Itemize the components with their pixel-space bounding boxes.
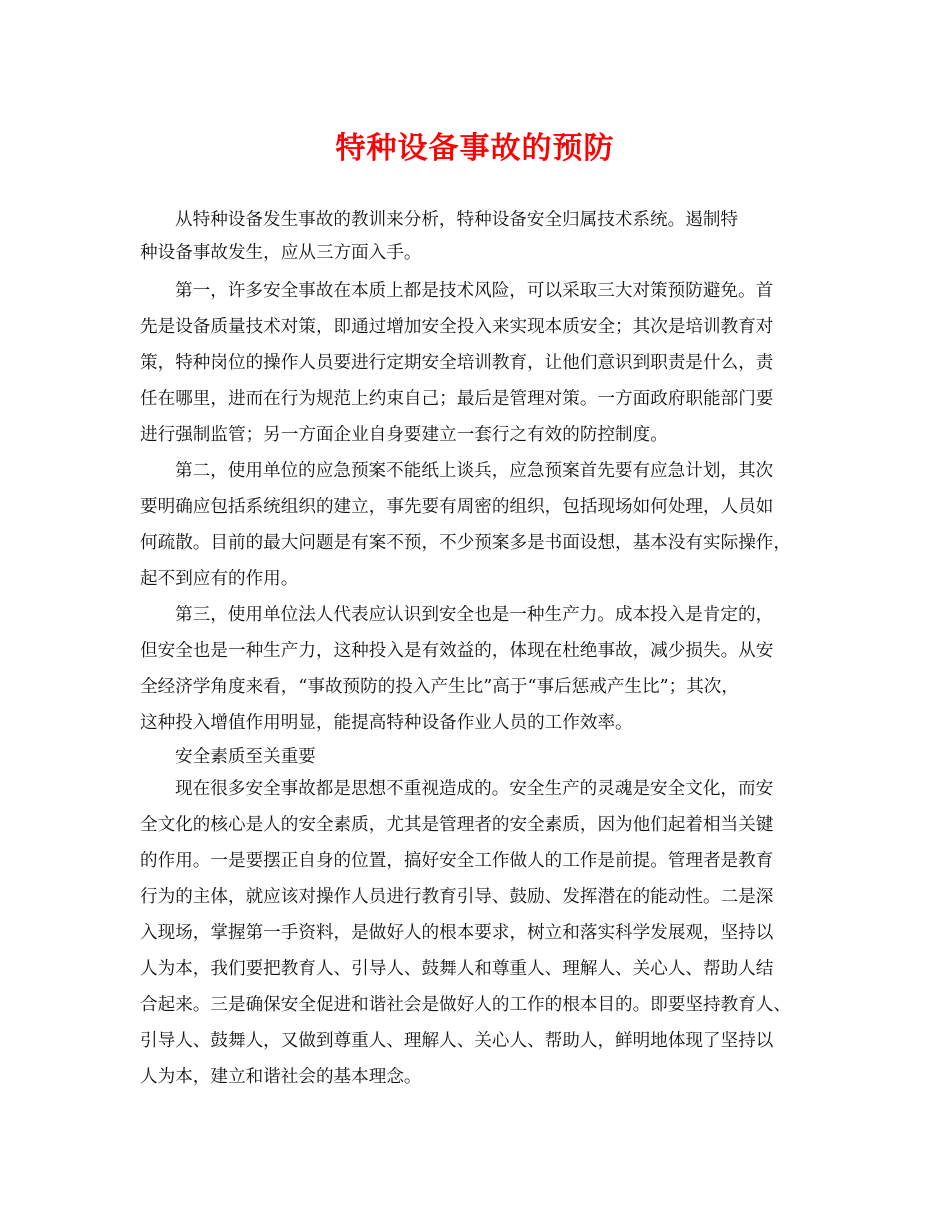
paragraph-line: 种设备事故发生，应从三方面入手。 xyxy=(140,243,422,263)
paragraph-line: 策，特种岗位的操作人员要进行定期安全培训教育，让他们意识到职责是什么，责 xyxy=(140,353,774,373)
paragraph-line: 合起来。三是确保安全促进和谐社会是做好人的工作的根本目的。即要坚持教育人、 xyxy=(140,995,791,1015)
paragraph-line: 何疏散。目前的最大问题是有案不预，不少预案多是书面设想，基本没有实际操作， xyxy=(140,533,791,553)
paragraph-line: 人为本，建立和谐社会的基本理念。 xyxy=(140,1067,422,1087)
section-heading: 安全素质至关重要 xyxy=(175,747,316,767)
paragraph-line: 要明确应包括系统组织的建立，事先要有周密的组织，包括现场如何处理，人员如 xyxy=(140,497,774,517)
paragraph-line: 人为本，我们要把教育人、引导人、鼓舞人和尊重人、理解人、关心人、帮助人结 xyxy=(140,959,774,979)
paragraph-line: 全文化的核心是人的安全素质，尤其是管理者的安全素质，因为他们起着相当关键 xyxy=(140,815,774,835)
paragraph-line: 这种投入增值作用明显，能提高特种设备作业人员的工作效率。 xyxy=(140,713,633,733)
paragraph-line: 第二，使用单位的应急预案不能纸上谈兵，应急预案首先要有应急计划，其次 xyxy=(175,461,774,481)
paragraph-line: 起不到应有的作用。 xyxy=(140,569,299,589)
paragraph-line: 第三，使用单位法人代表应认识到安全也是一种生产力。成本投入是肯定的， xyxy=(175,605,774,625)
paragraph-line: 全经济学角度来看，“事故预防的投入产生比”高于“事后惩戒产生比”；其次， xyxy=(140,677,739,697)
paragraph-line: 第一，许多安全事故在本质上都是技术风险，可以采取三大对策预防避免。首 xyxy=(175,281,774,301)
paragraph-line: 但安全也是一种生产力，这种投入是有效益的，体现在杜绝事故，减少损失。从安 xyxy=(140,641,774,661)
paragraph-line: 现在很多安全事故都是思想不重视造成的。安全生产的灵魂是安全文化，而安 xyxy=(175,779,774,799)
paragraph-line: 从特种设备发生事故的教训来分析，特种设备安全归属技术系统。遏制特 xyxy=(175,210,739,230)
paragraph-line: 先是设备质量技术对策，即通过增加安全投入来实现本质安全；其次是培训教育对 xyxy=(140,317,774,337)
paragraph-line: 行为的主体，就应该对操作人员进行教育引导、鼓励、发挥潜在的能动性。二是深 xyxy=(140,887,774,907)
document-title: 特种设备事故的预防 xyxy=(335,131,615,166)
paragraph-line: 入现场，掌握第一手资料，是做好人的根本要求，树立和落实科学发展观，坚持以 xyxy=(140,923,774,943)
paragraph-line: 的作用。一是要摆正自身的位置，搞好安全工作做人的工作是前提。管理者是教育 xyxy=(140,851,774,871)
paragraph-line: 进行强制监管；另一方面企业自身要建立一套行之有效的防控制度。 xyxy=(140,425,668,445)
paragraph-line: 任在哪里，进而在行为规范上约束自己；最后是管理对策。一方面政府职能部门要 xyxy=(140,389,774,409)
paragraph-line: 引导人、鼓舞人，又做到尊重人、理解人、关心人、帮助人，鲜明地体现了坚持以 xyxy=(140,1031,774,1051)
